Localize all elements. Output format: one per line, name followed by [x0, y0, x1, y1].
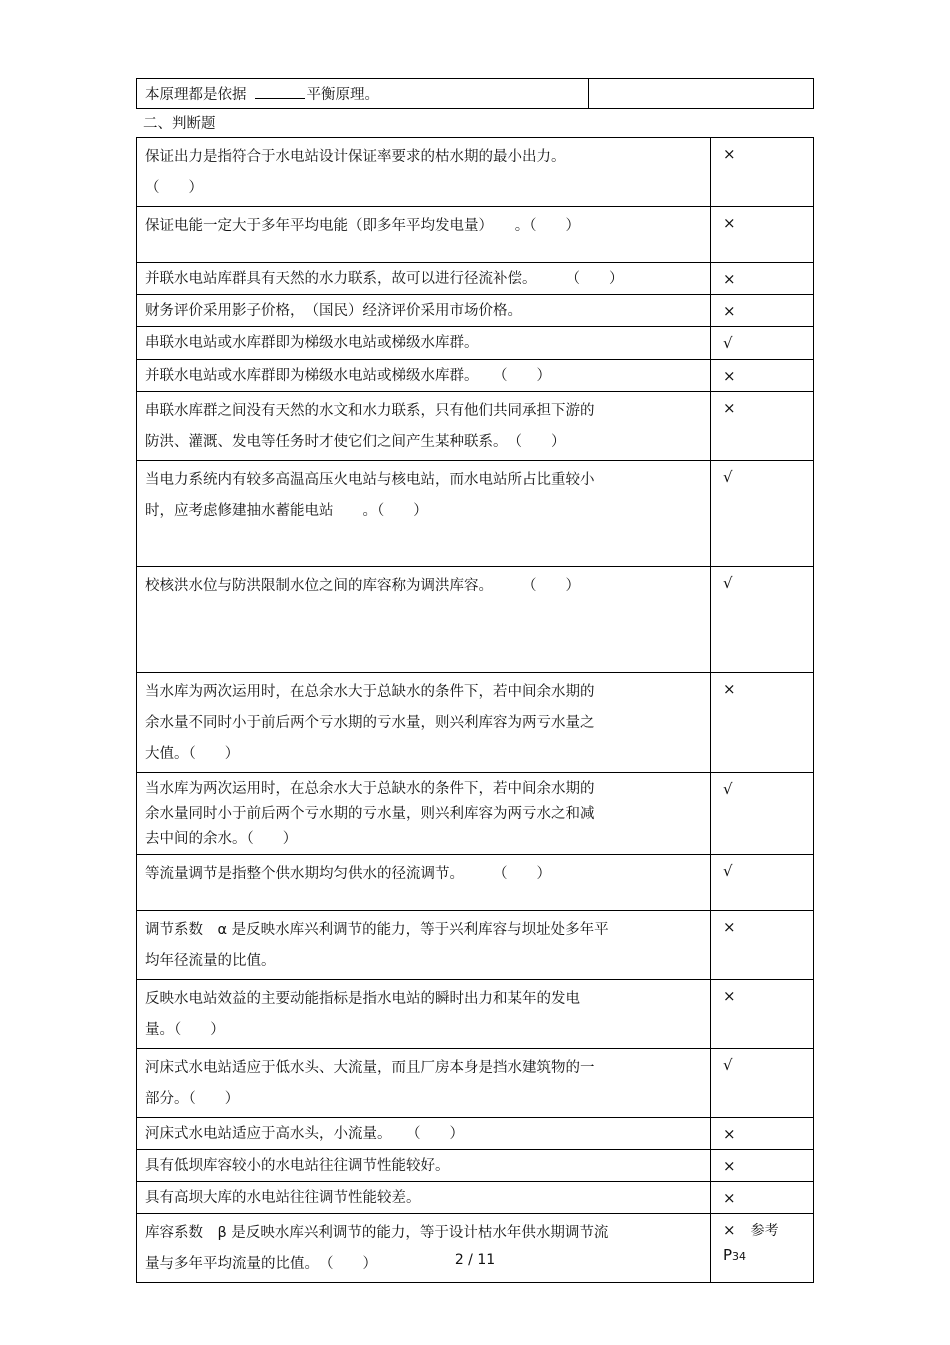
table-row [137, 138, 814, 207]
question-text: 保证电能一定大于多年平均电能（即多年平均发电量） 。（ ） [145, 218, 580, 234]
table-row [137, 1214, 814, 1283]
table-row [137, 773, 814, 855]
answer-cell [711, 1150, 814, 1182]
answer-mark: × [723, 680, 736, 698]
answer-mark: × [723, 1221, 736, 1239]
answer-cell [711, 138, 814, 207]
answer-cell [711, 360, 814, 392]
section-title: 二、判断题 [143, 116, 216, 132]
answer-cell [711, 1118, 814, 1150]
answer-cell [711, 1214, 814, 1283]
answer-mark: × [723, 987, 736, 1005]
page-number: 2 / 11 [454, 1252, 496, 1268]
question-text: 串联水电站或水库群即为梯级水电站或梯级水库群。 [145, 335, 479, 351]
top-answer-cell [589, 79, 814, 109]
top-suffix: 平衡原理。 [306, 87, 379, 103]
question-cell [137, 360, 711, 392]
question-text: 当水库为两次运用时，在总余水大于总缺水的条件下，若中间余水期的 余水量同时小于前后两个亏水期的亏水量，则兴利库容为两亏水之和减 去中间的余水。（ ） [145, 781, 595, 847]
question-text: 当水库为两次运用时，在总余水大于总缺水的条件下，若中间余水期的 余水量不同时小于前后两个亏水期的亏水量，则兴利库容为两亏水量之 大值。（ ） [145, 684, 595, 762]
answer-cell [711, 567, 814, 673]
table-row [137, 980, 814, 1049]
question-text: 河床式水电站适应于低水头、大流量，而且厂房本身是挡水建筑物的一 部分。（ ） [145, 1060, 595, 1107]
reference-label: 参考 [750, 1223, 779, 1239]
answer-cell [711, 207, 814, 263]
question-cell [137, 673, 711, 773]
table-row [137, 360, 814, 392]
question-text: 并联水电站库群具有天然的水力联系，故可以进行径流补偿。 （ ） [145, 271, 624, 287]
table-row [137, 1182, 814, 1214]
answer-mark: √ [723, 468, 733, 486]
answer-cell [711, 911, 814, 980]
answer-mark: √ [723, 334, 733, 352]
answer-cell [711, 773, 814, 855]
answer-mark: √ [723, 780, 733, 798]
reference-page-sub: 34 [732, 1250, 747, 1263]
question-text: 财务评价采用影子价格， （国民）经济评价采用市场价格。 [145, 303, 522, 319]
answer-mark: × [723, 145, 736, 163]
table-row [137, 207, 814, 263]
question-text: 库容系数 β 是反映水库兴利调节的能力，等于设计枯水年供水期调节流 量与多年平均流量的比值。 （ ） [145, 1225, 609, 1272]
answer-mark: √ [723, 574, 733, 592]
judgment-table [136, 137, 814, 1283]
question-cell [137, 263, 711, 295]
question-text: 当电力系统内有较多高温高压火电站与核电站，而水电站所占比重较小 时，应考虑修建抽水蓄能电站 。（ ） [145, 472, 595, 519]
question-text: 河床式水电站适应于高水头，小流量。 （ ） [145, 1126, 464, 1142]
top-prefix: 本原理都是依据 [145, 87, 247, 103]
question-cell [137, 327, 711, 360]
table-row [137, 567, 814, 673]
table-row [137, 1049, 814, 1118]
question-cell [137, 461, 711, 567]
answer-mark: × [723, 270, 736, 288]
answer-mark: × [723, 367, 736, 385]
question-text: 具有高坝大库的水电站往往调节性能较差。 [145, 1190, 421, 1206]
answer-mark: × [723, 399, 736, 417]
question-cell [137, 1182, 711, 1214]
answer-cell [711, 295, 814, 327]
question-text: 反映水电站效益的主要动能指标是指水电站的瞬时出力和某年的发电 量。（ ） [145, 991, 580, 1038]
answer-mark: × [723, 1157, 736, 1175]
table-row [137, 673, 814, 773]
question-cell [137, 980, 711, 1049]
table-row [137, 1118, 814, 1150]
reference-page: P [723, 1246, 733, 1264]
question-cell [137, 138, 711, 207]
question-cell [137, 855, 711, 911]
question-cell [137, 1214, 711, 1283]
question-cell [137, 1150, 711, 1182]
question-cell [137, 207, 711, 263]
table-row [137, 327, 814, 360]
question-text: 串联水库群之间没有天然的水文和水力联系，只有他们共同承担下游的 防洪、灌溉、发电等任务时才使它们之间产生某种联系。 （ ） [145, 403, 595, 450]
question-text: 等流量调节是指整个供水期均匀供水的径流调节。 （ ） [145, 866, 551, 882]
question-cell [137, 1049, 711, 1118]
question-text: 并联水电站或水库群即为梯级水电站或梯级水库群。 （ ） [145, 368, 551, 384]
question-text: 保证出力是指符合于水电站设计保证率要求的枯水期的最小出力。 （ ） [145, 149, 566, 196]
answer-mark: √ [723, 1056, 733, 1074]
answer-cell [711, 1049, 814, 1118]
fill-blank [255, 85, 305, 99]
table-row [137, 295, 814, 327]
question-text: 校核洪水位与防洪限制水位之间的库容称为调洪库容。 （ ） [145, 578, 580, 594]
answer-cell [711, 461, 814, 567]
question-cell [137, 911, 711, 980]
question-text: 具有低坝库容较小的水电站往往调节性能较好。 [145, 1158, 450, 1174]
question-cell [137, 1118, 711, 1150]
question-cell [137, 295, 711, 327]
table-row [137, 461, 814, 567]
table-row [137, 1150, 814, 1182]
answer-mark: × [723, 1125, 736, 1143]
table-row [137, 263, 814, 295]
answer-cell [711, 263, 814, 295]
answer-mark: × [723, 1189, 736, 1207]
answer-cell [711, 855, 814, 911]
table-row [137, 855, 814, 911]
top-fill-cell [137, 79, 589, 109]
answer-cell [711, 327, 814, 360]
table-row [137, 911, 814, 980]
question-cell [137, 567, 711, 673]
answer-cell [711, 1182, 814, 1214]
answer-mark: × [723, 302, 736, 320]
answer-cell [711, 673, 814, 773]
table-row [137, 392, 814, 461]
answer-mark: √ [723, 862, 733, 880]
answer-mark: × [723, 918, 736, 936]
question-cell [137, 773, 711, 855]
answer-mark: × [723, 214, 736, 232]
answer-cell [711, 980, 814, 1049]
question-cell [137, 392, 711, 461]
answer-cell [711, 392, 814, 461]
top-fill-table [136, 78, 814, 109]
question-text: 调节系数 α 是反映水库兴利调节的能力，等于兴利库容与坝址处多年平 均年径流量的比值。 [145, 922, 609, 969]
